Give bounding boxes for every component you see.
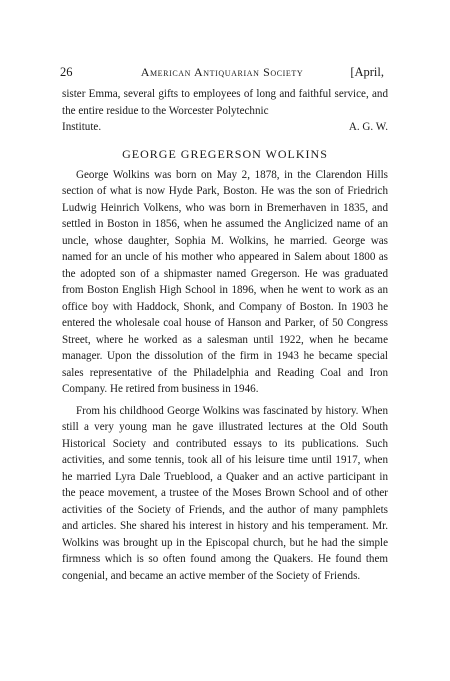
author-signature: A. G. W. <box>348 121 388 133</box>
issue-month: [April, <box>350 65 384 79</box>
text-block <box>62 86 388 584</box>
carryover-last-line <box>62 119 388 136</box>
journal-title: American Antiquarian Society <box>140 65 304 79</box>
paragraph-2: From his childhood George Wolkins was fascinated by history. When still a very young man he gave illustrated lectures at the Old South Historical Society and contributed essays to its publications. Such activities, and some tennis, took all of his leisure time until 1917, when he married Lyra Dale Trueblood, a Quaker and an active participant in the peace movement, a trustee of the Moses Brown School and of other activities of the Society of Friends, and the author of many pamphlets and articles. She shared his interest in history and his temperament. Mr. Wolkins was brought up in the Episcopal church, but he had the simple firmness which is so often found among the Quakers. He found them congenial, and became an active member of the Society of Friends. <box>62 404 388 582</box>
page-number: 26 <box>60 65 73 79</box>
carryover-text: sister Emma, several gifts to employees of long and faithful service, and the entire residue to the Worcester Polytechnic <box>62 88 388 117</box>
carryover-paragraph <box>62 86 388 119</box>
paragraph-1: George Wolkins was born on May 2, 1878, in the Clarendon Hills section of what is now Hyde Park, Boston. He was the son of Friedrich Ludwig Heinrich Volkens, who was born in Bremerhaven in 1835, and settled in Boston in 1856, when he assumed the Anglicized name of an uncle, whose daughter, Sophia M. Wolkins, he married. George was named for an uncle of his mother who appeared in Salem about 1800 as the adopted son of a shipmaster named Gregerson. He was graduated from Boston English High School in 1896, when he went to work as an office boy with Haddock, Shonk, and Company of Boston. In 1903 he entered the wholesale coal house of Hanson and Parker, of 50 Congress Street, where he worked as a salesman until 1922, when he became manager. Upon the dissolution of the firm in 1943 he became special sales representative of the Philadelphia and Reading Coal and Iron Company. He retired from business in 1946. <box>62 168 388 395</box>
running-head <box>60 64 384 80</box>
carryover-last-word: Institute. <box>62 121 102 133</box>
obituary-heading: GEORGE GREGERSON WOLKINS <box>122 146 328 161</box>
